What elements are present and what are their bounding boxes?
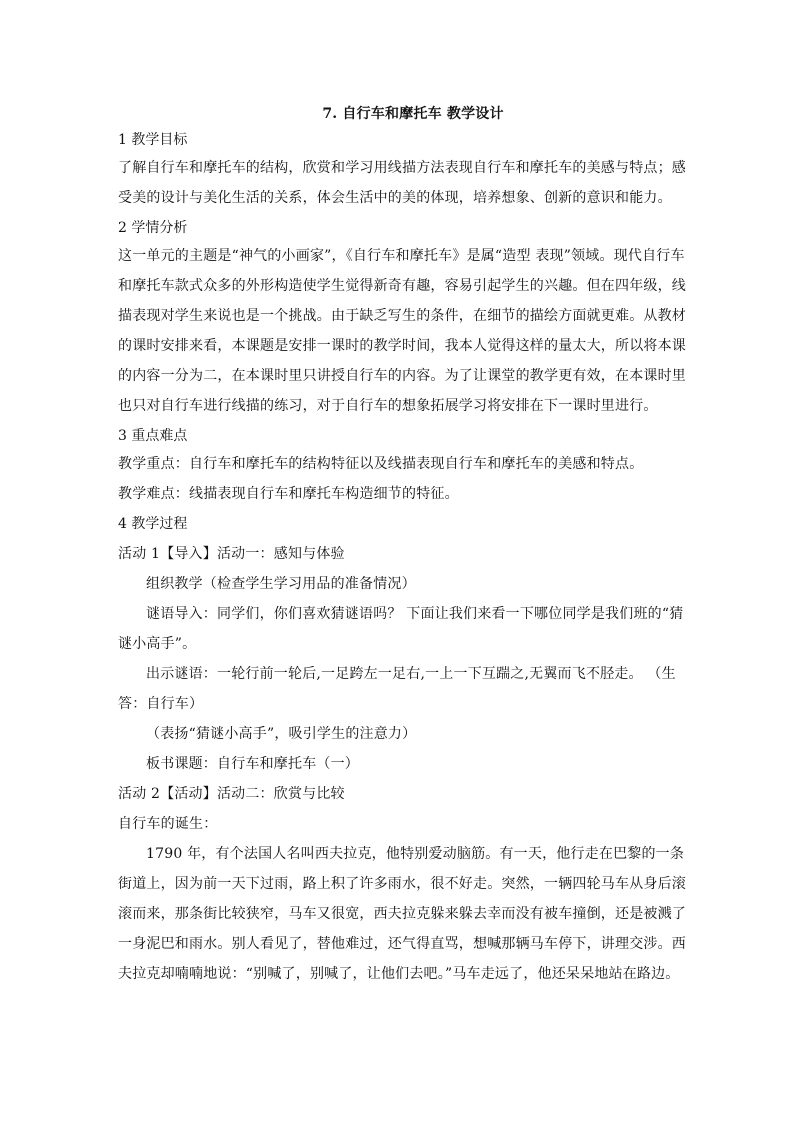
activity-1-line-riddle: 出示谜语：一轮行前一轮后,一足跨左一足右,一上一下互踹之,无翼而飞不胫走。 （生答：自行车） bbox=[118, 666, 676, 712]
section-heading-teaching-goals: 1 教学目标 bbox=[118, 132, 188, 148]
bicycle-birth-story: 1790 年，有个法国人名叫西夫拉克，他特别爱动脑筋。有一天，他行走在巴黎的一条街道上，因为前一天下过雨，路上积了许多雨水，很不好走。突然，一辆四轮马车从身后滚滚而来，那条街比较狭窄，马车又很宽，西夫拉克躲来躲去幸而没有被车撞倒，还是被溅了一身泥巴和雨水。别人看见了，替他难过，还气得直骂，想喊那辆马车停下，讲理交涉。西夫拉克却喃喃地说：“别喊了，别喊了，让他们去吧。”马车走远了，他还呆呆地站在路边。 bbox=[118, 846, 686, 982]
section-heading-teaching-process: 4 教学过程 bbox=[118, 516, 188, 532]
document-content bbox=[118, 103, 686, 989]
paragraph-teaching-goals: 了解自行车和摩托车的结构，欣赏和学习用线描方法表现自行车和摩托车的美感与特点；感受美的设计与美化生活的关系，体会生活中的美的体现，培养想象、创新的意识和能力。 bbox=[118, 160, 686, 206]
paragraph-key-point: 教学重点：自行车和摩托车的结构特征以及线描表现自行车和摩托车的美感和特点。 bbox=[118, 456, 644, 472]
bicycle-birth-subheading: 自行车的诞生： bbox=[118, 816, 218, 832]
activity-1-line-board-title: 板书课题：自行车和摩托车（一） bbox=[146, 756, 359, 772]
activity-2-heading: 活动 2【活动】活动二：欣赏与比较 bbox=[118, 786, 345, 802]
activity-1-heading: 活动 1【导入】活动一：感知与体验 bbox=[118, 546, 345, 562]
section-heading-student-analysis: 2 学情分析 bbox=[118, 220, 188, 236]
document-title: 7. 自行车和摩托车 教学设计 bbox=[322, 106, 504, 122]
activity-1-line-riddle-intro: 谜语导入：同学们，你们喜欢猜谜语吗？ 下面让我们来看一下哪位同学是我们班的“猜谜小高手”。 bbox=[118, 606, 684, 652]
paragraph-student-analysis: 这一单元的主题是“神气的小画家”，《自行车和摩托车》是属“造型 表现”领域。现代自行车和摩托车款式众多的外形构造使学生觉得新奇有趣，容易引起学生的兴趣。但在四年级，线描表现对学生来说也是一个挑战。由于缺乏写生的条件，在细节的描绘方面就更难。从教材的课时安排来看，本课题是安排一课时的教学时间，我本人觉得这样的量太大，所以将本课的内容一分为二，在本课时里只讲授自行车的内容。为了让课堂的教学更有效，在本课时里也只对自行车进行线描的练习，对于自行车的想象拓展学习将安排在下一课时里进行。 bbox=[118, 248, 686, 414]
activity-1-line-organize: 组织教学（检查学生学习用品的准备情况） bbox=[146, 576, 416, 592]
activity-1-line-praise: （表扬“猜谜小高手”，吸引学生的注意力） bbox=[146, 726, 417, 742]
paragraph-difficult-point: 教学难点：线描表现自行车和摩托车构造细节的特征。 bbox=[118, 486, 459, 502]
section-heading-key-points: 3 重点难点 bbox=[118, 428, 188, 444]
